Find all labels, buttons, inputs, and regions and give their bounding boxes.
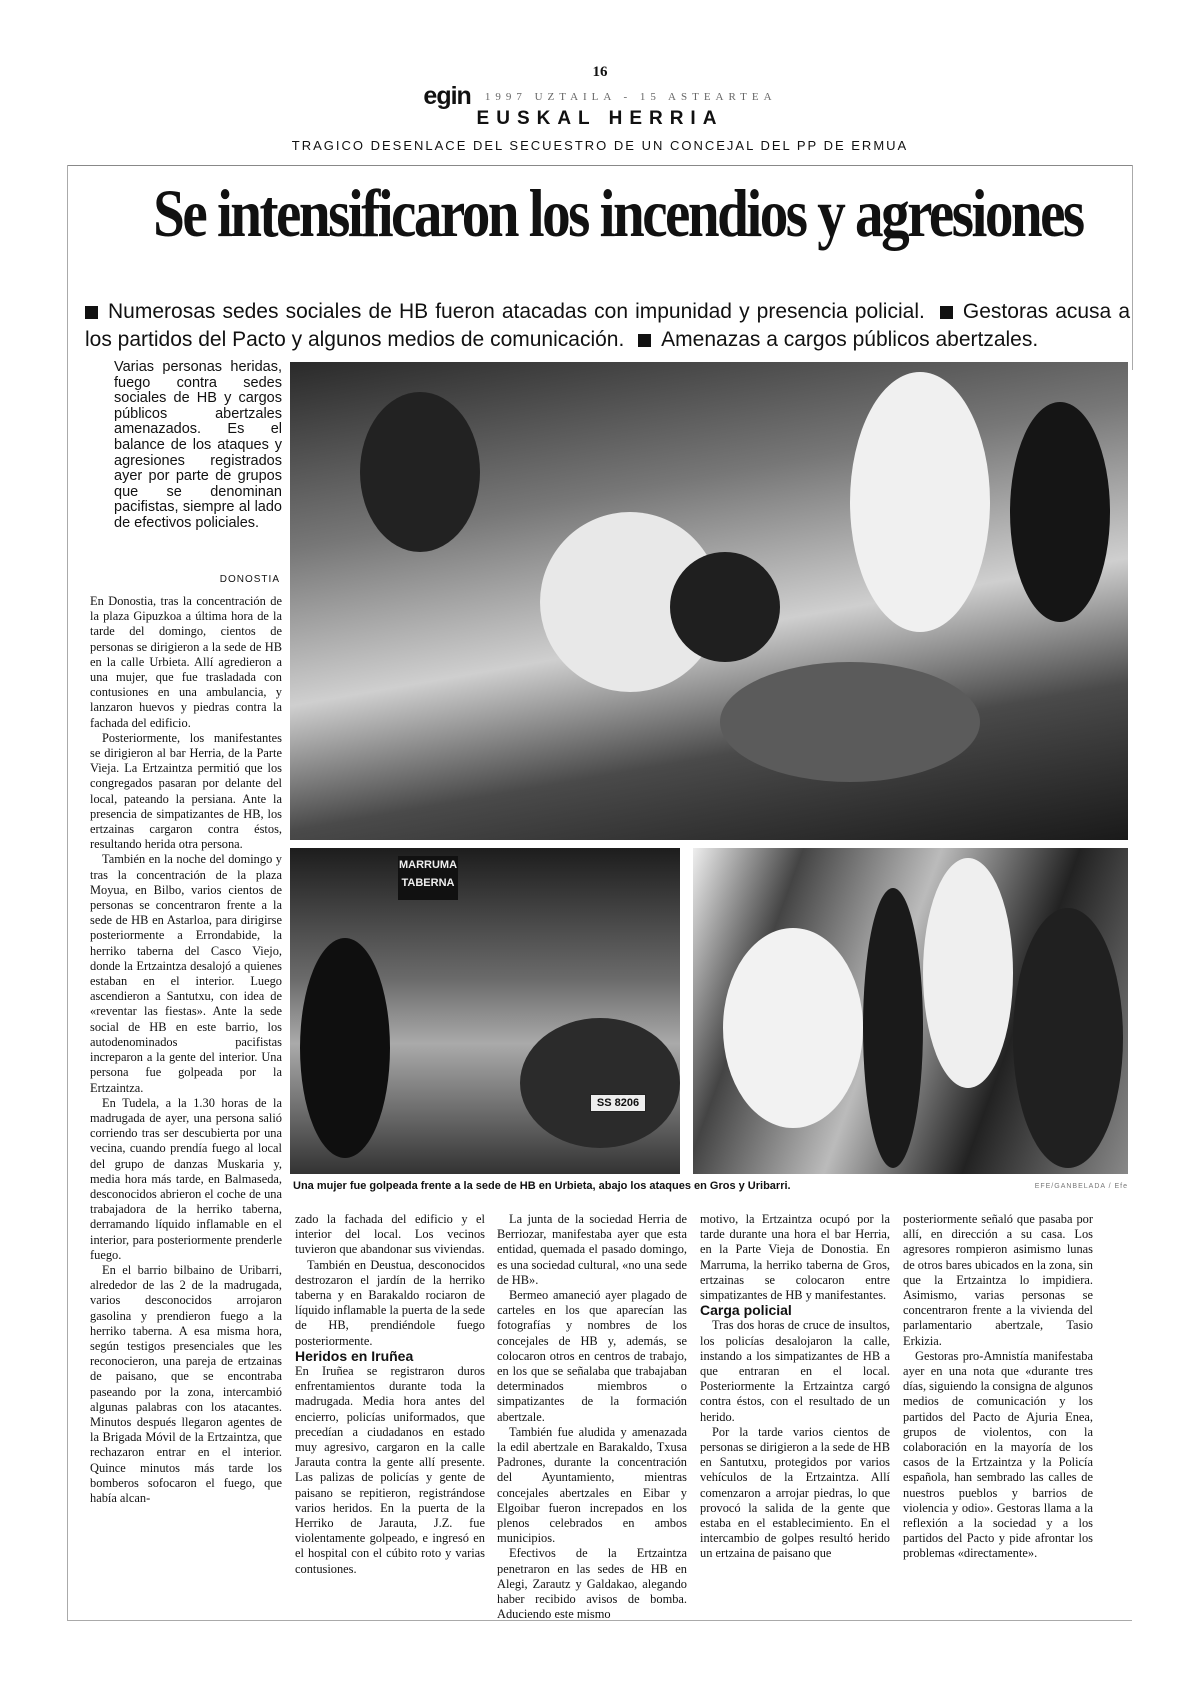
deck <box>85 298 1130 354</box>
lede: Varias personas heridas, fuego contra sedes sociales de HB y cargos públicos abertzales amenazados. Es el balance de los ataques y agresiones registrados ayer por parte de grupos que se denominan pacifistas, siempre al lado de efectivos policiales. <box>114 359 282 531</box>
paragraph: En Iruñea se registraron duros enfrentamientos durante toda la madrugada. Media hora antes del encierro, policías uniformados, que precedían a ciudadanos en estado muy agresivo, cargaron en la calle Jarauta contra la gente allí presente. Las palizas de policías y gente de paisano se repitieron, registrándose varios heridos. En la puerta de la Herriko de Jarauta, J.Z. fue violentamente golpeado, e ingresó en el hospital con el cúbito roto y varias contusiones. <box>295 1364 485 1576</box>
paragraph: La junta de la sociedad Herria de Berriozar, manifestaba ayer que esta entidad, quemada el pasado domingo, es una sociedad cultural, «no una sede de HB». <box>497 1212 687 1287</box>
photo-caption: Una mujer fue golpeada frente a la sede de HB en Urbieta, abajo los ataques en Gros y Uribarri. <box>293 1180 791 1192</box>
paragraph: También en Deustua, desconocidos destrozaron el jardín de la herriko taberna y en Barakaldo rociaron de líquido inflamable la puerta de la sede de HB, prendiéndole fuego posteriormente. <box>295 1257 485 1348</box>
egin-logo: egin <box>423 82 471 110</box>
body-column-3 <box>497 1212 687 1622</box>
paragraph: Gestoras pro-Amnistía manifestaba ayer en una nota que «durante tres días, siguiendo la consigna de algunos medios de comunicación y los partidos del Pacto de Ajuria Enea, grupos de violentos, con la colaboración en la mayoría de los casos de la Ertzaintza y la Policía española, han sembrado las calles de nuestros pueblos y barrios de violencia y odio». Gestoras llama a la reflexión a la sociedad y a los partidos del Pacto y pide afrontar los problemas «directamente». <box>903 1348 1093 1561</box>
body-column-2 <box>295 1212 485 1577</box>
license-plate: SS 8206 <box>590 1094 646 1112</box>
street-photo <box>290 848 680 1174</box>
right-rule <box>1132 165 1133 370</box>
subhead: Carga policial <box>700 1302 792 1319</box>
paragraph: posteriormente señaló que pasaba por allí, en dirección a su casa. Los agresores rompieron asimismo lunas de otros bares ubicados en la zona, sin que la Ertzaintza lo impidiera. Asimismo, varias personas se concentraron frente a la vivienda del parlamentario abertzale, Tasio Erkizia. <box>903 1212 1093 1348</box>
paragraph: También fue aludida y amenazada la edil abertzale en Barakaldo, Txusa Padrones, durante la concentración del Ayuntamiento, mientras concejales abertzales en Eibar y Elgoibar fueron increpados en los plenos celebrados en ambos municipios. <box>497 1424 687 1546</box>
paragraph: Por la tarde varios cientos de personas se dirigieron a la sede de HB en Santutxu, protegidos por varios vehículos de la Ertzaintza. Allí comenzaron a arrojar piedras, lo que provocó la salida de la gente que estaba en el establecimiento. En el intercambio de golpes resultó herido un ertzaina de paisano que <box>700 1424 890 1561</box>
paragraph: motivo, la Ertzaintza ocupó por la tarde durante una hora el bar Herria, en la Parte Vieja de Donostia. En Marruma, la herriko taberna de Gros, ertzainas se colocaron entre simpatizantes de HB y manifestantes. <box>700 1212 890 1303</box>
body-column-4 <box>700 1212 890 1562</box>
paragraph: Posteriormente, los manifestantes se dirigieron al bar Herria, de la Parte Vieja. La Ertzaintza permitió que los congregados pasaran por delante del local, pateando la persiana. Ante la presencia de simpatizantes de HB, los ertzainas cargaron contra éstos, resultando herida otra persona. <box>90 730 282 852</box>
bullet-square-icon <box>85 306 98 319</box>
deck-item: Gestoras acusa a los partidos del Pacto y algunos medios de comunicación. <box>85 300 1131 351</box>
paragraph: zado la fachada del edificio y el interior del local. Los vecinos tuvieron que abandonar sus viviendas. <box>295 1212 485 1257</box>
paragraph: Tras dos horas de cruce de insultos, los policías desalojaron la calle, instando a los simpatizantes de HB a que entraran en el local. Posteriormente la Ertzaintza cargó contra éstos, con el resultado de un herido. <box>700 1318 890 1424</box>
photo-credit: EFE/GANBELADA / Efe <box>1034 1183 1128 1190</box>
paragraph: En el barrio bilbaino de Uribarri, alrededor de las 2 de la madrugada, varios desconocidos arrojaron gasolina y prendieron fuego a la herriko taberna. A esa misma hora, según testigos presenciales que les reconocieron, una pareja de ertzainas de paisano, que se encontraba paseando por la zona, intercambió algunas palabras con los atacantes. Minutos después llegaron agentes de la Brigada Móvil de la Ertzaintza, que rechazaron entrar en el interior. Quince minutos más tarde los bomberos sofocaron el fuego, que había alcan- <box>90 1262 282 1505</box>
byline: DONOSTIA <box>219 574 280 585</box>
body-column-1 <box>90 594 282 1506</box>
damaged-door-photo <box>693 848 1128 1174</box>
dateline: 1997 UZTAILA - 15 ASTEARTEA <box>484 90 777 103</box>
subhead: Heridos en Iruñea <box>295 1347 414 1364</box>
left-rule <box>67 165 68 1620</box>
paragraph: En Donostia, tras la concentración de la plaza Gipuzkoa a última hora de la tarde del domingo, cientos de personas se dirigieron a la sede de HB en la calle Urbieta. Allí agredieron a una mujer, que fue trasladada con contusiones en una ambulancia, y lanzaron huevos y piedras contra la fachada del edificio. <box>90 594 282 730</box>
paragraph: Efectivos de la Ertzaintza penetraron en las sedes de HB en Alegi, Zarautz y Galdakao, alegando haber recibido avisos de bomba. Aduciendo este mismo <box>497 1546 687 1622</box>
page-number: 16 <box>592 64 608 80</box>
bullet-square-icon <box>638 334 651 347</box>
marruma-sign: MARRUMA TABERNA <box>398 856 458 900</box>
bullet-square-icon <box>940 306 953 319</box>
paragraph: En Tudela, a la 1.30 horas de la madrugada de ayer, una persona salió corriendo tras ser descubierta por una vecina, cuando prendía fuego al local del grupo de danzas Muskaria y, media hora más tarde, en Balmaseda, desconocidos abrieron el coche de una trabajadora de la herriko taberna, derramando líquido inflamable en el interior, para posteriormente prenderle fuego. <box>90 1095 282 1262</box>
kicker: TRAGICO DESENLACE DEL SECUESTRO DE UN CONCEJAL DEL PP DE ERMUA <box>291 138 909 153</box>
masthead <box>0 82 1200 111</box>
headline: Se intensificaron los incendios y agresiones <box>153 175 1083 251</box>
paragraph: También en la noche del domingo y tras la concentración de la plaza Moyua, en Bilbo, varios cientos de personas se concentraron frente a la sede de HB en Astarloa, para dirigirse posteriormente a Errondabide, la herriko taberna del Casco Viejo, donde la Ertzaintza desalojó a quienes estaban en el interior. Luego ascendieron a Santutxu, con idea de «reventar las fiestas». Ante la sede social de HB en este barrio, los autodenominados pacifistas increparon a la gente del interior. Una persona fue golpeada por la Ertzaintza. <box>90 852 282 1095</box>
main-photo <box>290 362 1128 840</box>
deck-item: Numerosas sedes sociales de HB fueron atacadas con impunidad y presencia policial. <box>108 300 925 323</box>
section-title: EUSKAL HERRIA <box>476 108 724 129</box>
body-column-5 <box>903 1212 1093 1562</box>
paragraph: Bermeo amaneció ayer plagado de carteles en los que aparecían las fotografías y nombres de los concejales de HB y, además, se colocaron otros en centros de trabajo, en los que se señalaba que trabajaban determinados miembros o simpatizantes de la formación abertzale. <box>497 1288 687 1424</box>
deck-item: Amenazas a cargos públicos abertzales. <box>661 328 1039 351</box>
top-rule <box>67 165 1132 166</box>
bottom-rule <box>67 1620 1132 1621</box>
